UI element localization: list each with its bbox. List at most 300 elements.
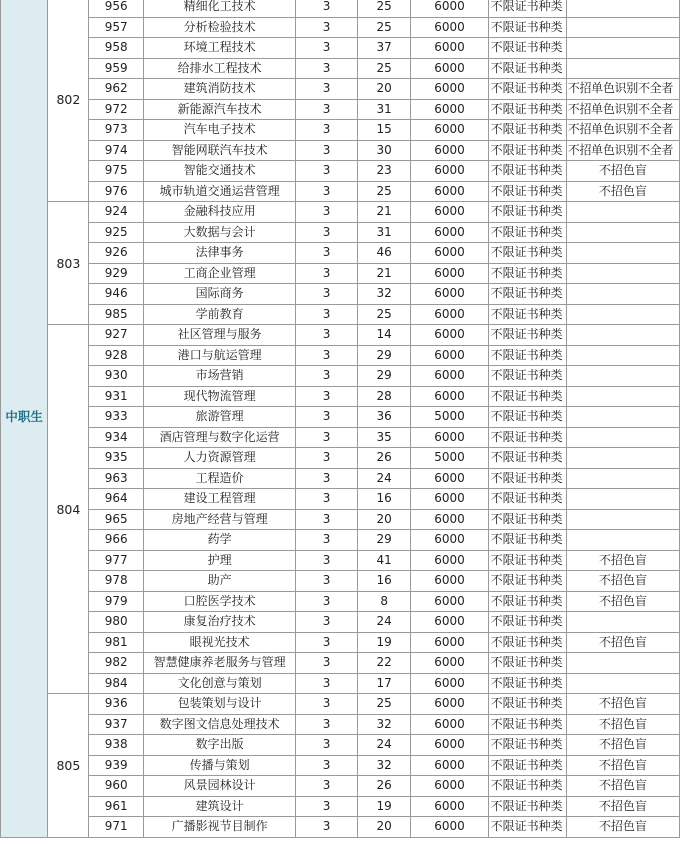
years-cell: 3 <box>296 366 358 387</box>
plan-count-cell: 16 <box>357 489 410 510</box>
years-cell: 3 <box>296 755 358 776</box>
major-code-cell: 984 <box>89 673 144 694</box>
certificate-type-cell: 不限证书种类 <box>488 284 566 305</box>
major-code-cell: 975 <box>89 161 144 182</box>
health-requirement-cell <box>566 38 679 59</box>
years-cell: 3 <box>296 489 358 510</box>
certificate-type-cell: 不限证书种类 <box>488 817 566 838</box>
health-requirement-cell: 不招单色识别不全者 <box>566 120 679 141</box>
plan-count-cell: 25 <box>357 0 410 17</box>
table-row <box>1 325 680 346</box>
major-name-cell: 数字图文信息处理技术 <box>143 714 295 735</box>
certificate-type-cell: 不限证书种类 <box>488 243 566 264</box>
major-name-cell: 城市轨道交通运营管理 <box>143 181 295 202</box>
health-requirement-cell: 不招单色识别不全者 <box>566 79 679 100</box>
plan-count-cell: 20 <box>357 509 410 530</box>
group-code-cell: 804 <box>48 325 89 694</box>
table-row <box>1 817 680 838</box>
major-name-cell: 环境工程技术 <box>143 38 295 59</box>
table-row <box>1 284 680 305</box>
certificate-type-cell: 不限证书种类 <box>488 673 566 694</box>
years-cell: 3 <box>296 427 358 448</box>
table-row <box>1 222 680 243</box>
table-row <box>1 120 680 141</box>
major-code-cell: 979 <box>89 591 144 612</box>
major-code-cell: 959 <box>89 58 144 79</box>
major-name-cell: 港口与航运管理 <box>143 345 295 366</box>
table-row <box>1 694 680 715</box>
major-name-cell: 汽车电子技术 <box>143 120 295 141</box>
health-requirement-cell: 不招色盲 <box>566 817 679 838</box>
major-code-cell: 981 <box>89 632 144 653</box>
major-name-cell: 房地产经营与管理 <box>143 509 295 530</box>
health-requirement-cell <box>566 673 679 694</box>
table-row <box>1 796 680 817</box>
major-code-cell: 982 <box>89 653 144 674</box>
plan-count-cell: 36 <box>357 407 410 428</box>
table-row <box>1 38 680 59</box>
certificate-type-cell: 不限证书种类 <box>488 263 566 284</box>
plan-count-cell: 24 <box>357 612 410 633</box>
tuition-cell: 6000 <box>411 202 488 223</box>
years-cell: 3 <box>296 530 358 551</box>
major-code-cell: 926 <box>89 243 144 264</box>
table-row <box>1 99 680 120</box>
tuition-cell: 6000 <box>411 612 488 633</box>
plan-count-cell: 30 <box>357 140 410 161</box>
tuition-cell: 6000 <box>411 509 488 530</box>
major-name-cell: 学前教育 <box>143 304 295 325</box>
health-requirement-cell: 不招单色识别不全者 <box>566 99 679 120</box>
certificate-type-cell: 不限证书种类 <box>488 448 566 469</box>
certificate-type-cell: 不限证书种类 <box>488 366 566 387</box>
certificate-type-cell: 不限证书种类 <box>488 99 566 120</box>
years-cell: 3 <box>296 202 358 223</box>
plan-count-cell: 32 <box>357 755 410 776</box>
certificate-type-cell: 不限证书种类 <box>488 509 566 530</box>
right-edge <box>680 0 688 846</box>
tuition-cell: 6000 <box>411 694 488 715</box>
health-requirement-cell: 不招色盲 <box>566 776 679 797</box>
years-cell: 3 <box>296 263 358 284</box>
health-requirement-cell: 不招色盲 <box>566 755 679 776</box>
tuition-cell: 6000 <box>411 38 488 59</box>
years-cell: 3 <box>296 673 358 694</box>
tuition-cell: 6000 <box>411 673 488 694</box>
health-requirement-cell <box>566 653 679 674</box>
plan-count-cell: 15 <box>357 120 410 141</box>
tuition-cell: 6000 <box>411 181 488 202</box>
tuition-cell: 6000 <box>411 776 488 797</box>
certificate-type-cell: 不限证书种类 <box>488 530 566 551</box>
certificate-type-cell: 不限证书种类 <box>488 325 566 346</box>
tuition-cell: 6000 <box>411 530 488 551</box>
table-row <box>1 591 680 612</box>
table-row <box>1 263 680 284</box>
health-requirement-cell <box>566 58 679 79</box>
tuition-cell: 6000 <box>411 284 488 305</box>
major-name-cell: 药学 <box>143 530 295 551</box>
tuition-cell: 6000 <box>411 304 488 325</box>
major-code-cell: 928 <box>89 345 144 366</box>
plan-count-cell: 28 <box>357 386 410 407</box>
plan-count-cell: 24 <box>357 468 410 489</box>
plan-count-cell: 21 <box>357 202 410 223</box>
major-code-cell: 963 <box>89 468 144 489</box>
major-code-cell: 946 <box>89 284 144 305</box>
tuition-cell: 6000 <box>411 263 488 284</box>
major-name-cell: 金融科技应用 <box>143 202 295 223</box>
health-requirement-cell: 不招色盲 <box>566 571 679 592</box>
years-cell: 3 <box>296 612 358 633</box>
table-row <box>1 140 680 161</box>
major-name-cell: 大数据与会计 <box>143 222 295 243</box>
years-cell: 3 <box>296 468 358 489</box>
table-row <box>1 161 680 182</box>
years-cell: 3 <box>296 222 358 243</box>
certificate-type-cell: 不限证书种类 <box>488 550 566 571</box>
health-requirement-cell <box>566 243 679 264</box>
plan-count-cell: 46 <box>357 243 410 264</box>
certificate-type-cell: 不限证书种类 <box>488 304 566 325</box>
health-requirement-cell <box>566 386 679 407</box>
health-requirement-cell <box>566 284 679 305</box>
plan-count-cell: 31 <box>357 222 410 243</box>
major-code-cell: 964 <box>89 489 144 510</box>
table-row <box>1 632 680 653</box>
years-cell: 3 <box>296 632 358 653</box>
years-cell: 3 <box>296 653 358 674</box>
years-cell: 3 <box>296 386 358 407</box>
major-name-cell: 现代物流管理 <box>143 386 295 407</box>
table-row <box>1 58 680 79</box>
table-row <box>1 673 680 694</box>
major-name-cell: 护理 <box>143 550 295 571</box>
major-code-cell: 937 <box>89 714 144 735</box>
major-code-cell: 958 <box>89 38 144 59</box>
plan-count-cell: 21 <box>357 263 410 284</box>
years-cell: 3 <box>296 776 358 797</box>
certificate-type-cell: 不限证书种类 <box>488 612 566 633</box>
certificate-type-cell: 不限证书种类 <box>488 407 566 428</box>
table-row <box>1 79 680 100</box>
plan-count-cell: 24 <box>357 735 410 756</box>
major-code-cell: 956 <box>89 0 144 17</box>
certificate-type-cell: 不限证书种类 <box>488 79 566 100</box>
tuition-cell: 6000 <box>411 550 488 571</box>
major-name-cell: 文化创意与策划 <box>143 673 295 694</box>
health-requirement-cell <box>566 427 679 448</box>
major-code-cell: 924 <box>89 202 144 223</box>
plan-count-cell: 17 <box>357 673 410 694</box>
major-code-cell: 957 <box>89 17 144 38</box>
plan-count-cell: 25 <box>357 181 410 202</box>
group-code-cell: 803 <box>48 202 89 325</box>
major-code-cell: 974 <box>89 140 144 161</box>
certificate-type-cell: 不限证书种类 <box>488 653 566 674</box>
major-name-cell: 风景园林设计 <box>143 776 295 797</box>
major-name-cell: 口腔医学技术 <box>143 591 295 612</box>
table-row <box>1 612 680 633</box>
health-requirement-cell: 不招色盲 <box>566 632 679 653</box>
major-code-cell: 938 <box>89 735 144 756</box>
certificate-type-cell: 不限证书种类 <box>488 17 566 38</box>
certificate-type-cell: 不限证书种类 <box>488 58 566 79</box>
major-name-cell: 建设工程管理 <box>143 489 295 510</box>
table-row <box>1 509 680 530</box>
health-requirement-cell: 不招单色识别不全者 <box>566 140 679 161</box>
major-name-cell: 数字出版 <box>143 735 295 756</box>
plan-count-cell: 29 <box>357 530 410 551</box>
tuition-cell: 6000 <box>411 755 488 776</box>
major-code-cell: 985 <box>89 304 144 325</box>
major-name-cell: 酒店管理与数字化运营 <box>143 427 295 448</box>
certificate-type-cell: 不限证书种类 <box>488 202 566 223</box>
plan-count-cell: 32 <box>357 714 410 735</box>
table-row <box>1 427 680 448</box>
years-cell: 3 <box>296 796 358 817</box>
health-requirement-cell <box>566 222 679 243</box>
plan-count-cell: 25 <box>357 17 410 38</box>
tuition-cell: 6000 <box>411 427 488 448</box>
health-requirement-cell <box>566 304 679 325</box>
major-name-cell: 建筑消防技术 <box>143 79 295 100</box>
table-row <box>1 776 680 797</box>
certificate-type-cell: 不限证书种类 <box>488 591 566 612</box>
table-row <box>1 17 680 38</box>
plan-count-cell: 25 <box>357 58 410 79</box>
major-code-cell: 972 <box>89 99 144 120</box>
tuition-cell: 6000 <box>411 120 488 141</box>
plan-count-cell: 29 <box>357 366 410 387</box>
health-requirement-cell <box>566 489 679 510</box>
health-requirement-cell: 不招色盲 <box>566 591 679 612</box>
major-code-cell: 936 <box>89 694 144 715</box>
years-cell: 3 <box>296 243 358 264</box>
years-cell: 3 <box>296 0 358 17</box>
tuition-cell: 6000 <box>411 386 488 407</box>
plan-count-cell: 16 <box>357 571 410 592</box>
years-cell: 3 <box>296 714 358 735</box>
certificate-type-cell: 不限证书种类 <box>488 632 566 653</box>
group-code-cell: 802 <box>48 0 89 202</box>
major-name-cell: 旅游管理 <box>143 407 295 428</box>
major-name-cell: 智能交通技术 <box>143 161 295 182</box>
certificate-type-cell: 不限证书种类 <box>488 38 566 59</box>
tuition-cell: 6000 <box>411 714 488 735</box>
certificate-type-cell: 不限证书种类 <box>488 345 566 366</box>
major-name-cell: 法律事务 <box>143 243 295 264</box>
tuition-cell: 6000 <box>411 366 488 387</box>
years-cell: 3 <box>296 571 358 592</box>
certificate-type-cell: 不限证书种类 <box>488 386 566 407</box>
major-name-cell: 给排水工程技术 <box>143 58 295 79</box>
certificate-type-cell: 不限证书种类 <box>488 714 566 735</box>
plan-count-cell: 31 <box>357 99 410 120</box>
major-name-cell: 工程造价 <box>143 468 295 489</box>
major-name-cell: 人力资源管理 <box>143 448 295 469</box>
major-name-cell: 工商企业管理 <box>143 263 295 284</box>
health-requirement-cell <box>566 366 679 387</box>
major-name-cell: 分析检验技术 <box>143 17 295 38</box>
major-name-cell: 智慧健康养老服务与管理 <box>143 653 295 674</box>
health-requirement-cell: 不招色盲 <box>566 161 679 182</box>
tuition-cell: 6000 <box>411 79 488 100</box>
table-row <box>1 345 680 366</box>
major-name-cell: 包装策划与设计 <box>143 694 295 715</box>
health-requirement-cell <box>566 263 679 284</box>
table-row <box>1 386 680 407</box>
major-code-cell: 961 <box>89 796 144 817</box>
certificate-type-cell: 不限证书种类 <box>488 776 566 797</box>
tuition-cell: 6000 <box>411 653 488 674</box>
tuition-cell: 5000 <box>411 448 488 469</box>
category-cell: 中职生 <box>1 0 48 837</box>
health-requirement-cell <box>566 448 679 469</box>
plan-count-cell: 14 <box>357 325 410 346</box>
major-code-cell: 976 <box>89 181 144 202</box>
health-requirement-cell <box>566 325 679 346</box>
table-row <box>1 755 680 776</box>
years-cell: 3 <box>296 284 358 305</box>
major-code-cell: 966 <box>89 530 144 551</box>
major-name-cell: 助产 <box>143 571 295 592</box>
major-name-cell: 精细化工技术 <box>143 0 295 17</box>
table-body <box>1 0 680 837</box>
major-code-cell: 965 <box>89 509 144 530</box>
certificate-type-cell: 不限证书种类 <box>488 468 566 489</box>
major-code-cell: 925 <box>89 222 144 243</box>
years-cell: 3 <box>296 304 358 325</box>
health-requirement-cell: 不招色盲 <box>566 796 679 817</box>
plan-count-cell: 22 <box>357 653 410 674</box>
health-requirement-cell: 不招色盲 <box>566 735 679 756</box>
major-code-cell: 930 <box>89 366 144 387</box>
health-requirement-cell <box>566 530 679 551</box>
tuition-cell: 6000 <box>411 325 488 346</box>
plan-count-cell: 19 <box>357 796 410 817</box>
tuition-cell: 6000 <box>411 161 488 182</box>
major-name-cell: 眼视光技术 <box>143 632 295 653</box>
tuition-cell: 6000 <box>411 17 488 38</box>
group-code-cell: 805 <box>48 694 89 838</box>
major-name-cell: 建筑设计 <box>143 796 295 817</box>
tuition-cell: 6000 <box>411 796 488 817</box>
certificate-type-cell: 不限证书种类 <box>488 571 566 592</box>
plan-count-cell: 20 <box>357 817 410 838</box>
tuition-cell: 6000 <box>411 140 488 161</box>
major-name-cell: 新能源汽车技术 <box>143 99 295 120</box>
tuition-cell: 6000 <box>411 571 488 592</box>
tuition-cell: 5000 <box>411 407 488 428</box>
certificate-type-cell: 不限证书种类 <box>488 489 566 510</box>
years-cell: 3 <box>296 509 358 530</box>
table-row <box>1 202 680 223</box>
years-cell: 3 <box>296 38 358 59</box>
years-cell: 3 <box>296 17 358 38</box>
major-name-cell: 市场营销 <box>143 366 295 387</box>
years-cell: 3 <box>296 120 358 141</box>
plan-count-cell: 19 <box>357 632 410 653</box>
tuition-cell: 6000 <box>411 99 488 120</box>
major-code-cell: 934 <box>89 427 144 448</box>
tuition-cell: 6000 <box>411 817 488 838</box>
years-cell: 3 <box>296 140 358 161</box>
health-requirement-cell <box>566 0 679 17</box>
plan-count-cell: 41 <box>357 550 410 571</box>
major-code-cell: 977 <box>89 550 144 571</box>
major-code-cell: 973 <box>89 120 144 141</box>
tuition-cell: 6000 <box>411 468 488 489</box>
table-row <box>1 0 680 17</box>
years-cell: 3 <box>296 161 358 182</box>
major-name-cell: 康复治疗技术 <box>143 612 295 633</box>
certificate-type-cell: 不限证书种类 <box>488 140 566 161</box>
tuition-cell: 6000 <box>411 222 488 243</box>
table-row <box>1 468 680 489</box>
major-code-cell: 971 <box>89 817 144 838</box>
certificate-type-cell: 不限证书种类 <box>488 181 566 202</box>
table-row <box>1 571 680 592</box>
certificate-type-cell: 不限证书种类 <box>488 120 566 141</box>
years-cell: 3 <box>296 550 358 571</box>
certificate-type-cell: 不限证书种类 <box>488 755 566 776</box>
health-requirement-cell <box>566 612 679 633</box>
health-requirement-cell: 不招色盲 <box>566 550 679 571</box>
tuition-cell: 6000 <box>411 243 488 264</box>
major-name-cell: 社区管理与服务 <box>143 325 295 346</box>
table-row <box>1 366 680 387</box>
major-code-cell: 939 <box>89 755 144 776</box>
table-row <box>1 530 680 551</box>
years-cell: 3 <box>296 99 358 120</box>
table-row <box>1 304 680 325</box>
tuition-cell: 6000 <box>411 0 488 17</box>
table-row <box>1 735 680 756</box>
tuition-cell: 6000 <box>411 489 488 510</box>
certificate-type-cell: 不限证书种类 <box>488 222 566 243</box>
plan-count-cell: 8 <box>357 591 410 612</box>
major-name-cell: 传播与策划 <box>143 755 295 776</box>
health-requirement-cell: 不招色盲 <box>566 694 679 715</box>
plan-count-cell: 37 <box>357 38 410 59</box>
years-cell: 3 <box>296 448 358 469</box>
certificate-type-cell: 不限证书种类 <box>488 735 566 756</box>
plan-count-cell: 26 <box>357 448 410 469</box>
health-requirement-cell <box>566 17 679 38</box>
plan-count-cell: 25 <box>357 694 410 715</box>
table-row <box>1 181 680 202</box>
plan-count-cell: 35 <box>357 427 410 448</box>
years-cell: 3 <box>296 325 358 346</box>
certificate-type-cell: 不限证书种类 <box>488 427 566 448</box>
health-requirement-cell <box>566 407 679 428</box>
years-cell: 3 <box>296 79 358 100</box>
tuition-cell: 6000 <box>411 345 488 366</box>
years-cell: 3 <box>296 345 358 366</box>
table-row <box>1 448 680 469</box>
plan-count-cell: 25 <box>357 304 410 325</box>
health-requirement-cell <box>566 509 679 530</box>
tuition-cell: 6000 <box>411 735 488 756</box>
years-cell: 3 <box>296 735 358 756</box>
major-name-cell: 广播影视节目制作 <box>143 817 295 838</box>
certificate-type-cell: 不限证书种类 <box>488 694 566 715</box>
plan-count-cell: 20 <box>357 79 410 100</box>
major-code-cell: 980 <box>89 612 144 633</box>
certificate-type-cell: 不限证书种类 <box>488 796 566 817</box>
tuition-cell: 6000 <box>411 591 488 612</box>
